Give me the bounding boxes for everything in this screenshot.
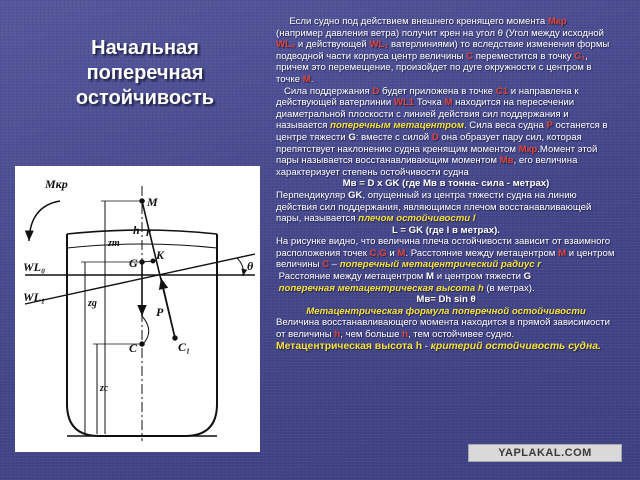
point-g: [140, 260, 144, 264]
label-r: r: [146, 225, 151, 239]
slide-title: [40, 36, 250, 111]
label-g: G: [129, 256, 138, 270]
paragraph-5: Расстояние между метацентром M и центром тяжести G поперечная метацентрическая высота h (в метрах).: [278, 271, 535, 294]
label-zm: zm: [108, 238, 120, 249]
paragraph-6: Величина восстанавливающего момента находится в прямой зависимости от величины h, чем больше h, тем остойчивее судно.: [276, 317, 610, 341]
label-h: h: [133, 223, 140, 237]
label-moment: Мкр: [45, 177, 68, 191]
point-c1: [173, 336, 177, 340]
moment-arrow: [29, 201, 60, 241]
label-k: K: [156, 248, 165, 262]
watermark-badge: YAPLAKAL.COM: [468, 444, 622, 462]
paragraph-1: Если судно под действием внешнего кренящего момента Мкр (например давления ветра) получит крен на угол θ (Угол между исходной WL₀ и действующей WL₁ ватерлиниями) то вследствие изменения формы подводной части корпуса центр величины C переместится в точку C₁, причем это перемещение, произойдет по дуге окружности с центром в точке M.: [276, 16, 610, 85]
label-p: P: [156, 305, 164, 319]
title-line-1: Начальная: [91, 37, 199, 59]
label-c: C: [129, 341, 138, 355]
paragraph-4: На рисунке видно, что величина плеча остойчивости зависит от взаимного расположения точек C,G и M. Расстояние между метацентром M и центром величины C – поперечный метацентрический радиус r: [276, 236, 615, 271]
paragraph-3: Перпендикуляр GK, опущенный из центра тяжести судна на линию действия сил поддержания, являющимся плечом восстанавливающей пары, называется плечом остойчивости l: [276, 189, 592, 225]
point-k: [151, 259, 155, 263]
label-c1: C₁: [178, 340, 191, 354]
title-line-2: поперечная: [86, 62, 204, 84]
label-wl1: WL₁: [23, 290, 46, 304]
formula-arm: L = GK (где l в метрах).: [392, 224, 500, 236]
paragraph-2: Сила поддержания D будет приложена в точке C1 и направлена к действующей ватерлинии WL1 Точка M находится на пересечении диаметральной плоскости с линией действия сил поддержания и называется поперечным метацентром. Сила веса судна P останется в центре тяжести G: вместе с силой D она образует пару сил, которая препятствует наклонению судна кренящим моментом Мкр.Момент этой пары называется восстанавливающим моментом Мв, его величина характеризует степень остойчивости судна: [276, 85, 608, 178]
cc1-arc: [142, 316, 149, 344]
formula-restoring-moment: Мв = D x GK (где Мв в тонна- сила - метрах): [342, 178, 550, 190]
point-c: [140, 342, 144, 346]
body-text: [276, 16, 616, 352]
label-theta: θ: [247, 259, 254, 273]
formula-metacentric: Мв= Dh sin θ: [416, 294, 476, 306]
label-wl0: WL₀: [23, 260, 46, 274]
label-zc: zc: [100, 383, 109, 394]
label-zg: zg: [88, 298, 97, 309]
point-m: [140, 199, 144, 203]
label-m: M: [147, 195, 158, 209]
paragraph-7: Метацентрическая высота h - критерий остойчивость судна.: [276, 340, 601, 352]
title-line-3: остойчивость: [75, 87, 215, 109]
stability-diagram-svg: [15, 166, 260, 452]
formula-caption: Метацентрическая формула поперечной остойчивости: [306, 305, 586, 317]
stability-diagram: [15, 166, 260, 452]
theta-arc: [237, 258, 243, 276]
